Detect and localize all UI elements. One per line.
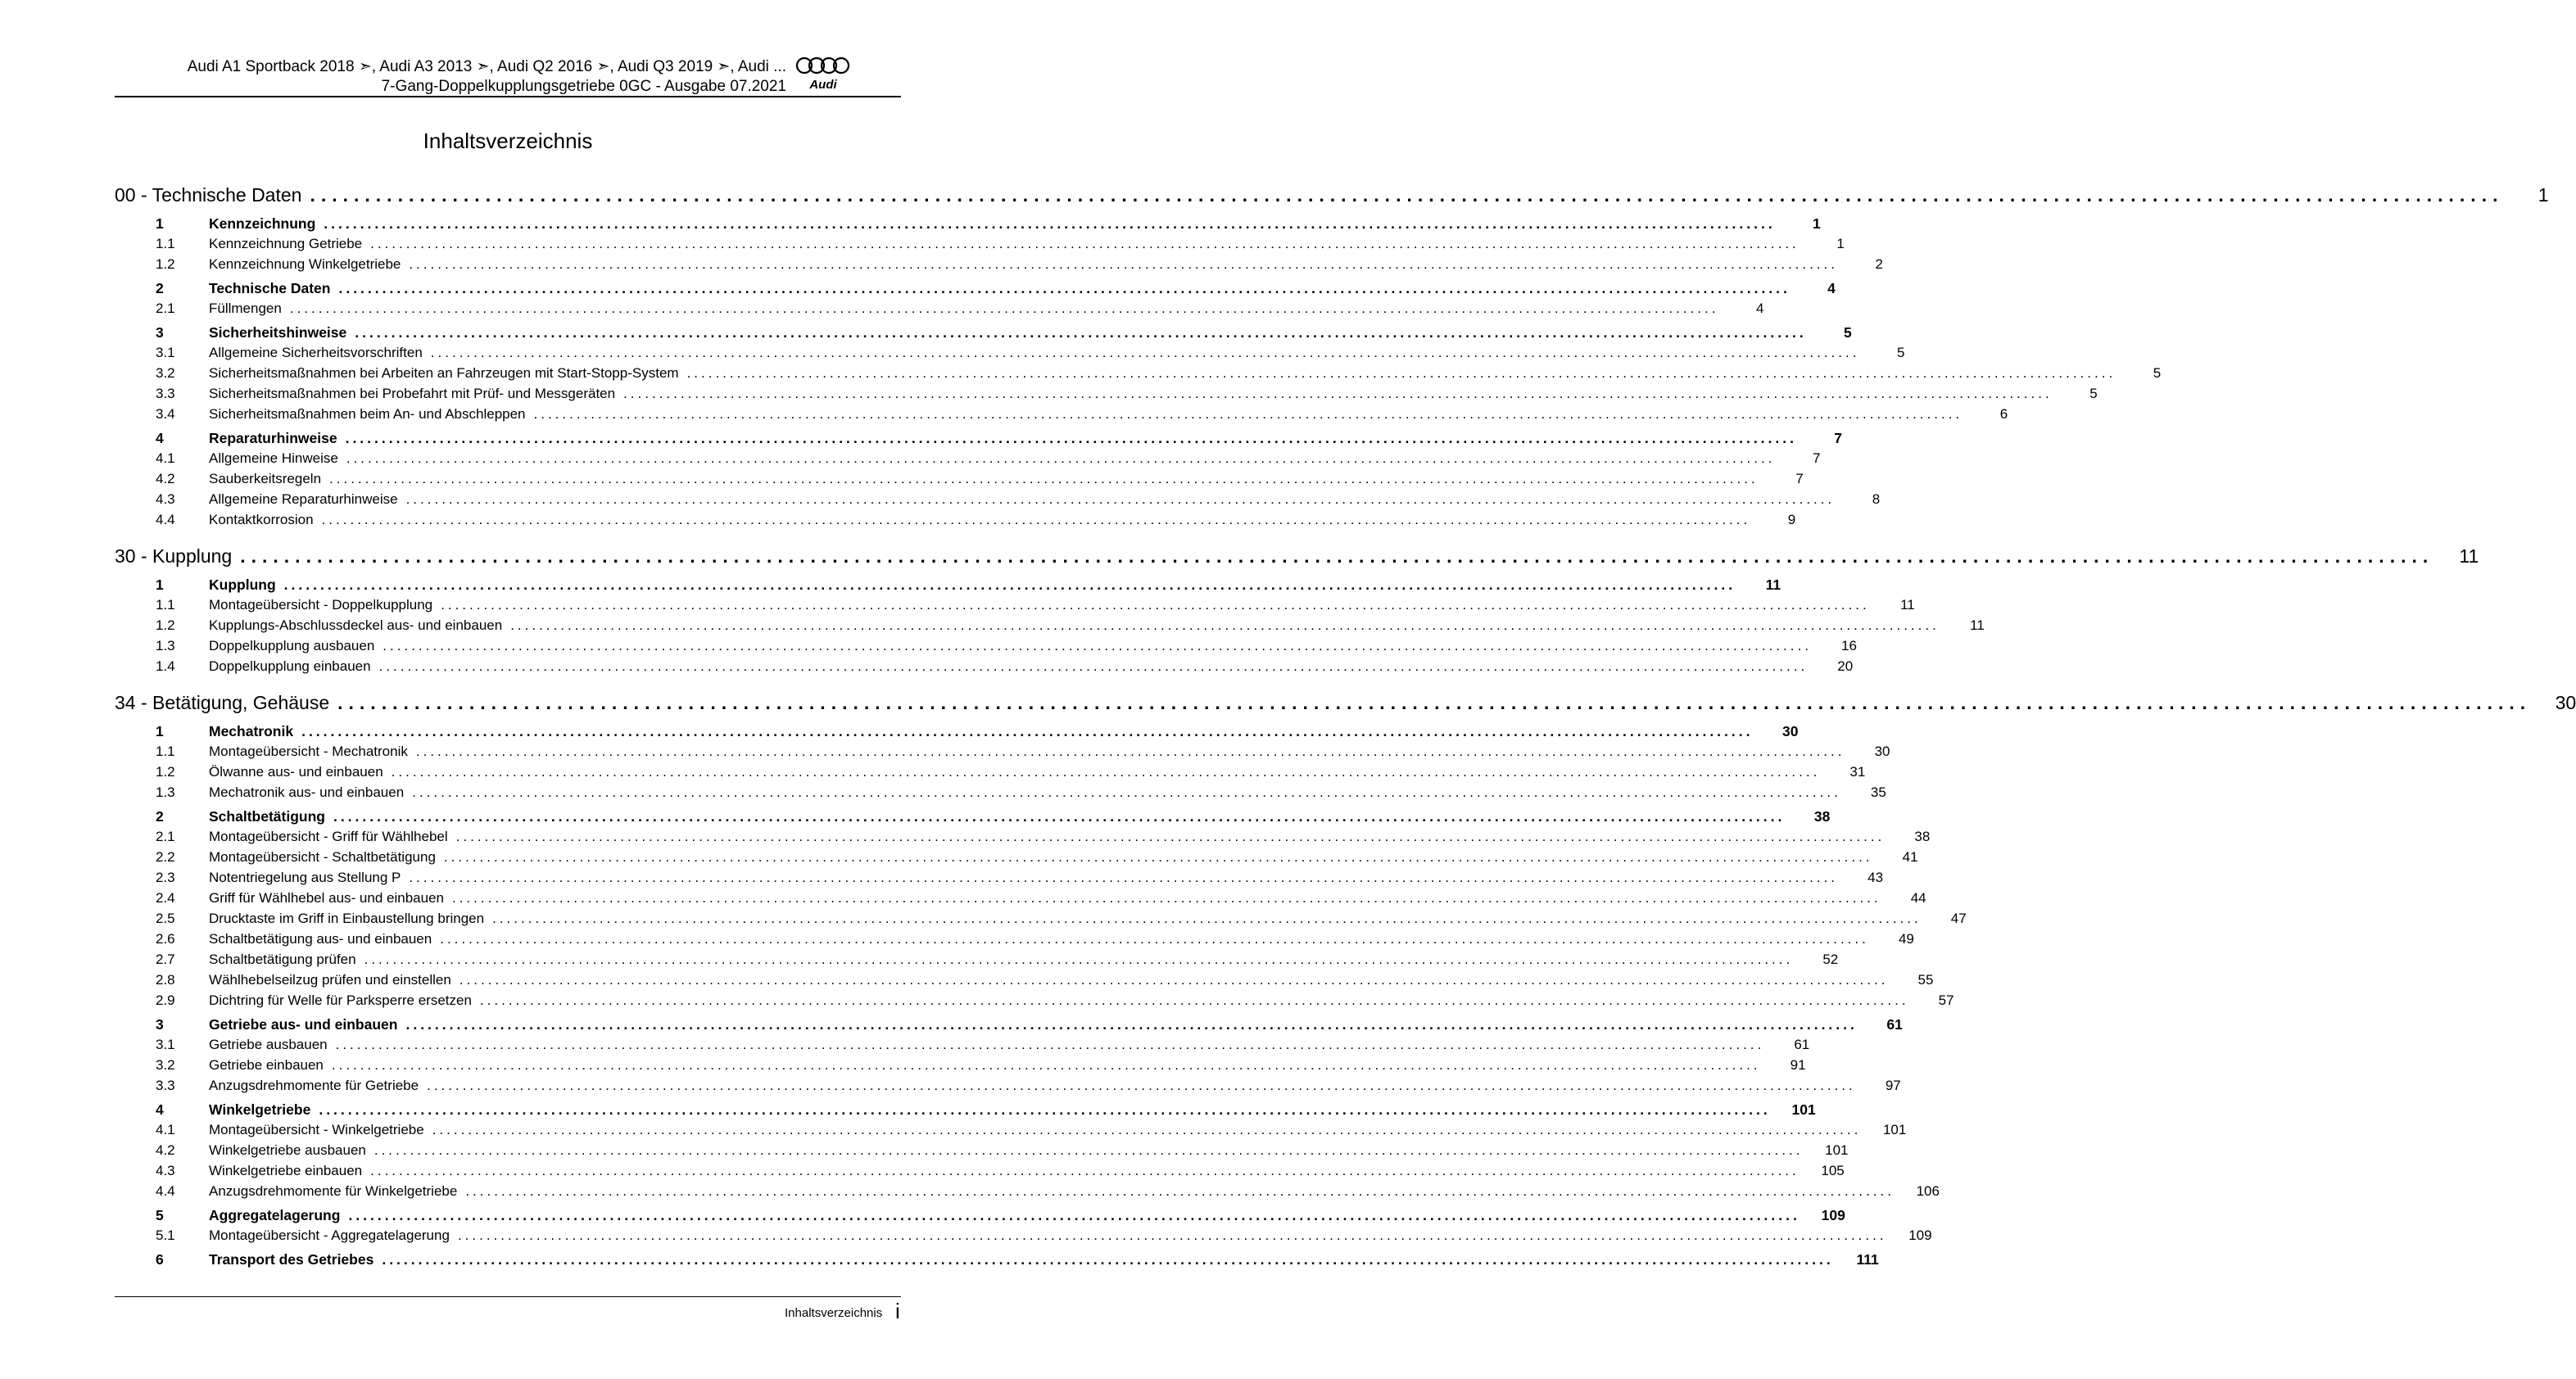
toc-entry-page: 97 (1885, 1078, 1901, 1093)
toc-entry-page: 43 (1867, 870, 1884, 885)
toc-entry-title: Drucktaste im Griff in Einbaustellung bringen (209, 911, 485, 926)
toc-entry-title: Winkelgetriebe einbauen (209, 1163, 363, 1178)
toc-sub-entry[interactable] (115, 471, 1804, 491)
toc-leader-dots: ........................................................................................................................................................................................................ (405, 1016, 1858, 1033)
toc-entry-page: 7 (1834, 430, 1842, 446)
toc-entry-page: 30 (1782, 723, 1799, 739)
toc-entry-number: 3.2 (156, 365, 175, 381)
toc-entry-page: 5 (2153, 365, 2162, 381)
toc-entry-page: 49 (1898, 931, 1914, 947)
header-models: Audi A1 Sportback 2018 ➣, Audi A3 2013 ➣, Audi Q2 2016 ➣, Audi Q3 2019 ➣, Audi ... (187, 58, 786, 75)
toc-entry-title: Montageübersicht - Winkelgetriebe (209, 1122, 424, 1137)
toc-entry-number: 1.3 (156, 784, 175, 800)
toc-entry-title: Montageübersicht - Doppelkupplung (209, 597, 433, 613)
toc-entry-number: 2.8 (156, 972, 175, 988)
toc-entry-page: 20 (1837, 658, 1854, 674)
toc-entry-title: 00 - Technische Daten (115, 184, 302, 206)
toc-leader-dots: ........................................................................................................................................................................................................ (459, 972, 1889, 988)
toc-leader-dots: ........................................................................................................................................................................................................ (405, 491, 1836, 507)
toc-entry-page: 5 (1843, 324, 1852, 341)
toc-entry-number: 3.3 (156, 386, 175, 401)
footer-page-number: i (895, 1299, 900, 1323)
toc-leader-dots: ........................................................................................................................................................................................................ (492, 911, 1922, 926)
toc-entry-page: 1 (2538, 184, 2549, 206)
toc-leader-dots: ........................................................................................................................................................................................................ (240, 545, 2434, 567)
toc-entry-page: 52 (1822, 952, 1839, 967)
toc-entry-title: Kennzeichnung (209, 215, 316, 232)
toc-section-entry[interactable] (115, 808, 1831, 829)
toc-entry-number: 4 (156, 430, 164, 446)
toc-sub-entry[interactable] (115, 911, 1967, 931)
toc-entry-number: 2.7 (156, 952, 175, 967)
toc-entry-page: 5 (1896, 345, 1905, 360)
toc-entry-title: Kontaktkorrosion (209, 512, 314, 527)
toc-section-entry[interactable] (115, 1207, 1845, 1228)
toc-sub-entry[interactable] (115, 1183, 1940, 1204)
toc-entry-number: 1 (156, 215, 164, 232)
toc-entry-page: 111 (1856, 1251, 1879, 1268)
toc-leader-dots: ........................................................................................................................................................................................................ (345, 430, 1797, 446)
toc-entry-number: 6 (156, 1251, 164, 1268)
toc-leader-dots: ........................................................................................................................................................................................................ (301, 723, 1754, 739)
toc-sub-entry[interactable] (115, 301, 1764, 321)
toc-entry-title: Montageübersicht - Aggregatelagerung (209, 1228, 450, 1243)
toc-entry-title: Allgemeine Reparaturhinweise (209, 491, 398, 507)
toc-sub-entry[interactable] (115, 784, 1886, 805)
toc-section-entry[interactable] (115, 1251, 1879, 1272)
toc-entry-title: Kupplungs-Abschlussdeckel aus- und einbauen (209, 617, 503, 633)
toc-entry-page: 109 (1908, 1228, 1932, 1243)
toc-sub-entry[interactable] (115, 658, 1854, 679)
toc-entry-number: 4.4 (156, 512, 175, 527)
toc-leader-dots: ........................................................................................................................................................................................................ (427, 1078, 1856, 1093)
toc-sub-entry[interactable] (115, 406, 2008, 427)
toc-entry-number: 4.2 (156, 1142, 175, 1158)
toc-entry-title: Anzugsdrehmomente für Getriebe (209, 1078, 419, 1093)
toc-entry-title: Technische Daten (209, 280, 331, 296)
toc-sub-entry[interactable] (115, 256, 1884, 277)
toc-section-entry[interactable] (115, 1016, 1903, 1037)
toc-leader-dots: ........................................................................................................................................................................................................ (370, 1163, 1800, 1178)
toc-entry-page: 30 (1874, 744, 1890, 759)
toc-entry-number: 3.3 (156, 1078, 175, 1093)
toc-entry-number: 4.2 (156, 471, 175, 486)
toc-entry-number: 2.9 (156, 992, 175, 1008)
toc-entry-title: Sicherheitsmaßnahmen bei Probefahrt mit Prüf- und Messgeräten (209, 386, 616, 401)
toc-leader-dots: ........................................................................................................................................................................................................ (346, 450, 1776, 466)
toc-entry-number: 1.1 (156, 744, 175, 759)
toc-entry-number: 2.4 (156, 890, 175, 906)
toc-chapter-entry[interactable] (115, 184, 2549, 212)
toc-entry-number: 2.5 (156, 911, 175, 926)
toc-entry-number: 1.4 (156, 658, 175, 674)
toc-leader-dots: ........................................................................................................................................................................................................ (319, 1101, 1771, 1118)
toc-entry-page: 11 (1765, 576, 1781, 593)
toc-leader-dots: ........................................................................................................................................................................................................ (443, 849, 1873, 865)
toc-entry-title: 30 - Kupplung (115, 545, 233, 567)
toc-section-entry[interactable] (115, 430, 1842, 450)
toc-entry-page: 55 (1917, 972, 1934, 988)
toc-entry-number: 2.1 (156, 829, 175, 844)
toc-leader-dots: ........................................................................................................................................................................................................ (510, 617, 1940, 633)
toc-entry-title: Winkelgetriebe (209, 1101, 311, 1118)
toc-leader-dots: ........................................................................................................................................................................................................ (338, 280, 1791, 296)
toc-entry-page: 44 (1910, 890, 1926, 906)
toc-entry-number: 3.2 (156, 1057, 175, 1073)
toc-leader-dots: ........................................................................................................................................................................................................ (412, 784, 1841, 800)
toc-entry-title: Sicherheitsmaßnahmen bei Arbeiten an Fahrzeugen mit Start-Stopp-System (209, 365, 679, 381)
toc-entry-title: Griff für Wählhebel aus- und einbauen (209, 890, 444, 906)
toc-entry-title: Aggregatelagerung (209, 1207, 341, 1223)
toc-leader-dots: ........................................................................................................................................................................................................ (479, 992, 1909, 1008)
toc-leader-dots: ........................................................................................................................................................................................................ (321, 512, 1751, 527)
toc-entry-number: 3 (156, 1016, 164, 1033)
toc-entry-number: 4.1 (156, 1122, 175, 1137)
toc-entry-page: 6 (1999, 406, 2008, 422)
toc-sub-entry[interactable] (115, 931, 1914, 952)
toc-entry-page: 35 (1870, 784, 1886, 800)
toc-sub-entry[interactable] (115, 597, 1915, 617)
toc-entry-page: 106 (1916, 1183, 1940, 1199)
toc-entry-number: 3.1 (156, 345, 175, 360)
toc-leader-dots: ........................................................................................................................................................................................................ (329, 471, 1759, 486)
toc-leader-dots: ........................................................................................................................................................................................................ (409, 870, 1839, 885)
toc-leader-dots: ........................................................................................................................................................................................................ (364, 952, 1794, 967)
page-header (115, 56, 852, 97)
toc-sub-entry[interactable] (115, 386, 2098, 406)
toc-sub-entry[interactable] (115, 849, 1918, 870)
toc-entry-page: 16 (1841, 638, 1857, 653)
toc-sub-entry[interactable] (115, 870, 1884, 890)
toc-entry-page: 7 (1812, 450, 1821, 466)
toc-leader-dots: ........................................................................................................................................................................................................ (383, 638, 1812, 653)
toc-sub-entry[interactable] (115, 512, 1796, 532)
toc-section-entry[interactable] (115, 723, 1799, 744)
toc-entry-number: 3.4 (156, 406, 175, 422)
page-title: Inhaltsverzeichnis (423, 129, 593, 153)
toc-entry-title: Mechatronik aus- und einbauen (209, 784, 405, 800)
toc-entry-number: 2.2 (156, 849, 175, 865)
toc-entry-page: 7 (1795, 471, 1804, 486)
toc-leader-dots: ........................................................................................................................................................................................................ (440, 931, 1869, 947)
toc-entry-number: 5 (156, 1207, 164, 1223)
toc-entry-title: Transport des Getriebes (209, 1251, 374, 1268)
toc-entry-page: 4 (1827, 280, 1836, 296)
toc-entry-page: 11 (1970, 617, 1985, 633)
toc-entry-number: 5.1 (156, 1228, 175, 1243)
toc-sub-entry[interactable] (115, 972, 1934, 992)
toc-sub-entry[interactable] (115, 744, 1890, 764)
header-edition: 7-Gang-Doppelkupplungsgetriebe 0GC - Ausgabe 07.2021 (381, 78, 786, 95)
toc-sub-entry[interactable] (115, 1142, 1849, 1163)
toc-entry-number: 2.3 (156, 870, 175, 885)
toc-entry-number: 1 (156, 576, 164, 593)
toc-entry-page: 47 (1950, 911, 1967, 926)
toc-sub-entry[interactable] (115, 365, 2162, 386)
footer-divider (115, 1296, 901, 1297)
toc-leader-dots: ........................................................................................................................................................................................................ (348, 1207, 1800, 1223)
toc-entry-page: 101 (1825, 1142, 1849, 1158)
toc-leader-dots: ........................................................................................................................................................................................................ (409, 256, 1839, 272)
toc-sub-entry[interactable] (115, 952, 1839, 972)
toc-section-entry[interactable] (115, 324, 1852, 345)
toc-sub-entry[interactable] (115, 617, 1985, 638)
toc-entry-number: 1 (156, 723, 164, 739)
toc-entry-title: Montageübersicht - Schaltbetätigung (209, 849, 436, 865)
toc-entry-title: Sauberkeitsregeln (209, 471, 322, 486)
toc-entry-title: Kennzeichnung Winkelgetriebe (209, 256, 401, 272)
toc-leader-dots: ........................................................................................................................................................................................................ (310, 184, 2504, 206)
toc-entry-number: 3.1 (156, 1037, 175, 1052)
toc-entry-title: Doppelkupplung ausbauen (209, 638, 375, 653)
toc-entry-title: Wählhebelseilzug prüfen und einstellen (209, 972, 451, 988)
toc-sub-entry[interactable] (115, 1122, 1907, 1142)
toc-entry-title: Allgemeine Hinweise (209, 450, 338, 466)
toc-leader-dots: ........................................................................................................................................................................................................ (533, 406, 1963, 422)
toc-sub-entry[interactable] (115, 890, 1926, 911)
toc-entry-page: 9 (1787, 512, 1796, 527)
toc-entry-number: 1.2 (156, 764, 175, 780)
toc-entry-page: 91 (1790, 1057, 1806, 1073)
toc-leader-dots: ........................................................................................................................................................................................................ (391, 764, 1821, 780)
toc-entry-number: 1.2 (156, 617, 175, 633)
toc-entry-title: Montageübersicht - Mechatronik (209, 744, 408, 759)
toc-leader-dots: ........................................................................................................................................................................................................ (333, 808, 1786, 825)
toc-entry-page: 2 (1875, 256, 1884, 272)
toc-entry-number: 4 (156, 1101, 164, 1118)
toc-section-entry[interactable] (115, 280, 1836, 301)
toc-entry-page: 101 (1791, 1101, 1816, 1118)
toc-entry-title: Mechatronik (209, 723, 294, 739)
toc-entry-title: Kupplung (209, 576, 276, 593)
toc-section-entry[interactable] (115, 1101, 1816, 1122)
toc-entry-page: 41 (1902, 849, 1918, 865)
toc-entry-number: 1.1 (156, 597, 175, 613)
toc-leader-dots: ........................................................................................................................................................................................................ (415, 744, 1845, 759)
toc-entry-title: Ölwanne aus- und einbauen (209, 764, 383, 780)
toc-entry-page: 11 (1900, 597, 1915, 613)
toc-entry-page: 105 (1821, 1163, 1845, 1178)
toc-leader-dots: ........................................................................................................................................................................................................ (289, 301, 1719, 316)
toc-leader-dots: ........................................................................................................................................................................................................ (441, 597, 1870, 613)
header-divider (115, 96, 901, 97)
toc-chapter-entry[interactable] (115, 545, 2479, 573)
toc-sub-entry[interactable] (115, 236, 1845, 256)
toc-leader-dots: ........................................................................................................................................................................................................ (457, 1228, 1887, 1243)
logo-text: Audi (809, 78, 837, 92)
toc-leader-dots: ........................................................................................................................................................................................................ (623, 386, 2053, 401)
toc-leader-dots: ........................................................................................................................................................................................................ (382, 1251, 1834, 1268)
toc-sub-entry[interactable] (115, 638, 1857, 658)
toc-entry-title: Getriebe einbauen (209, 1057, 324, 1073)
toc-entry-page: 61 (1886, 1016, 1903, 1033)
toc-entry-page: 109 (1821, 1207, 1845, 1223)
toc-sub-entry[interactable] (115, 491, 1881, 512)
toc-leader-dots: ........................................................................................................................................................................................................ (324, 215, 1776, 232)
toc-entry-title: Getriebe aus- und einbauen (209, 1016, 398, 1033)
toc-entry-title: Doppelkupplung einbauen (209, 658, 371, 674)
toc-entry-title: Sicherheitsmaßnahmen beim An- und Abschleppen (209, 406, 526, 422)
toc-entry-number: 4.4 (156, 1183, 175, 1199)
toc-leader-dots: ........................................................................................................................................................................................................ (373, 1142, 1804, 1158)
toc-entry-title: Dichtring für Welle für Parksperre ersetzen (209, 992, 472, 1008)
toc-section-entry[interactable] (115, 215, 1821, 236)
toc-entry-title: Winkelgetriebe ausbauen (209, 1142, 366, 1158)
toc-entry-page: 38 (1914, 829, 1931, 844)
toc-entry-title: Schaltbetätigung (209, 808, 325, 825)
toc-entry-title: Notentriegelung aus Stellung P (209, 870, 401, 885)
toc-entry-title: Anzugsdrehmomente für Winkelgetriebe (209, 1183, 458, 1199)
toc-sub-entry[interactable] (115, 992, 1954, 1013)
toc-leader-dots: ........................................................................................................................................................................................................ (430, 345, 1860, 360)
toc-sub-entry[interactable] (115, 829, 1931, 849)
toc-entry-number: 2.6 (156, 931, 175, 947)
toc-sub-entry[interactable] (115, 1037, 1810, 1057)
toc-leader-dots: ........................................................................................................................................................................................................ (378, 658, 1809, 674)
toc-entry-title: 34 - Betätigung, Gehäuse (115, 692, 330, 713)
toc-entry-title: Füllmengen (209, 301, 282, 316)
toc-entry-number: 4.3 (156, 491, 175, 507)
toc-chapter-entry[interactable] (115, 692, 2576, 720)
toc-entry-page: 1 (1836, 236, 1845, 251)
toc-entry-title: Montageübersicht - Griff für Wählhebel (209, 829, 448, 844)
toc-entry-title: Getriebe ausbauen (209, 1037, 328, 1052)
toc-entry-page: 30 (2555, 692, 2576, 713)
toc-leader-dots: ........................................................................................................................................................................................................ (465, 1183, 1895, 1199)
toc-sub-entry[interactable] (115, 1163, 1845, 1183)
toc-entry-page: 1 (1812, 215, 1821, 232)
toc-entry-number: 4.1 (156, 450, 175, 466)
toc-entry-title: Schaltbetätigung prüfen (209, 952, 356, 967)
toc-leader-dots: ........................................................................................................................................................................................................ (335, 1037, 1765, 1052)
toc-entry-number: 1.2 (156, 256, 175, 272)
toc-sub-entry[interactable] (115, 450, 1821, 471)
toc-entry-page: 101 (1882, 1122, 1907, 1137)
toc-leader-dots: ........................................................................................................................................................................................................ (432, 1122, 1862, 1137)
toc-leader-dots: ........................................................................................................................................................................................................ (686, 365, 2116, 381)
toc-sub-entry[interactable] (115, 1057, 1806, 1078)
toc-leader-dots: ........................................................................................................................................................................................................ (331, 1057, 1761, 1073)
footer-label: Inhaltsverzeichnis (785, 1306, 883, 1320)
toc-sub-entry[interactable] (115, 345, 1905, 365)
toc-entry-title: Allgemeine Sicherheitsvorschriften (209, 345, 423, 360)
audi-logo (795, 56, 852, 93)
toc-entry-title: Sicherheitshinweise (209, 324, 347, 341)
toc-section-entry[interactable] (115, 576, 1781, 597)
toc-entry-number: 2 (156, 280, 164, 296)
toc-sub-entry[interactable] (115, 1078, 1901, 1098)
toc-entry-page: 61 (1794, 1037, 1810, 1052)
toc-entry-number: 2 (156, 808, 164, 825)
toc-entry-page: 57 (1938, 992, 1954, 1008)
toc-sub-entry[interactable] (115, 764, 1866, 784)
toc-entry-number: 1.1 (156, 236, 175, 251)
toc-entry-number: 4.3 (156, 1163, 175, 1178)
toc-entry-page: 38 (1813, 808, 1831, 825)
toc-entry-page: 11 (2459, 545, 2479, 567)
toc-entry-page: 8 (1872, 491, 1881, 507)
toc-entry-title: Kennzeichnung Getriebe (209, 236, 363, 251)
toc-entry-page: 31 (1849, 764, 1866, 780)
toc-leader-dots: ........................................................................................................................................................................................................ (451, 890, 1881, 906)
table-of-contents (115, 184, 2576, 1272)
toc-leader-dots: ........................................................................................................................................................................................................ (370, 236, 1800, 251)
toc-sub-entry[interactable] (115, 1228, 1932, 1248)
toc-leader-dots: ........................................................................................................................................................................................................ (355, 324, 1807, 341)
toc-entry-number: 1.3 (156, 638, 175, 653)
toc-entry-number: 2.1 (156, 301, 175, 316)
toc-entry-page: 4 (1756, 301, 1764, 316)
toc-leader-dots: ........................................................................................................................................................................................................ (337, 692, 2532, 713)
toc-entry-number: 3 (156, 324, 164, 341)
toc-entry-title: Schaltbetätigung aus- und einbauen (209, 931, 432, 947)
toc-leader-dots: ........................................................................................................................................................................................................ (283, 576, 1736, 593)
toc-leader-dots: ........................................................................................................................................................................................................ (455, 829, 1886, 844)
toc-entry-title: Reparaturhinweise (209, 430, 337, 446)
toc-entry-page: 5 (2089, 386, 2098, 401)
